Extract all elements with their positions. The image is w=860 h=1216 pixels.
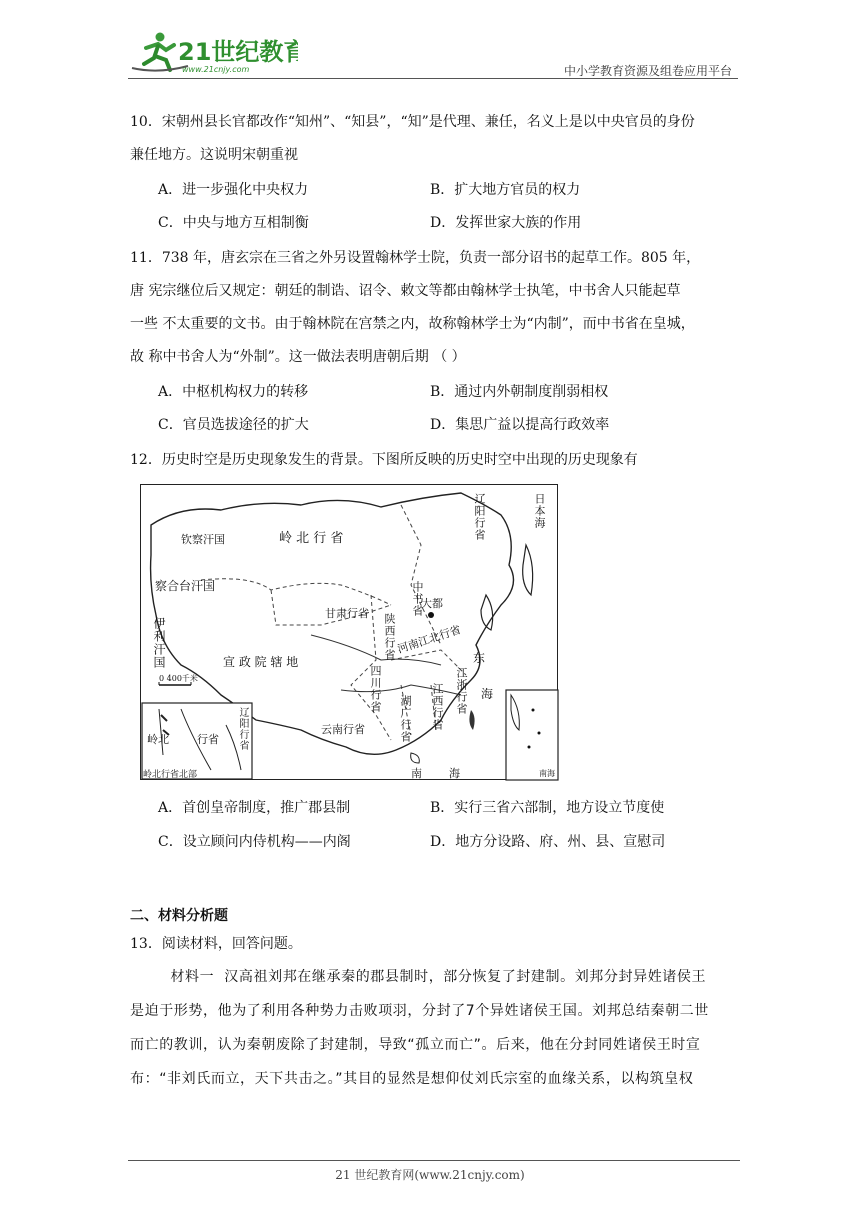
site-logo	[128, 28, 298, 74]
page-header	[128, 28, 738, 76]
label-huguang: 湖广行省	[399, 695, 412, 743]
material-line-3: 而亡的教训，认为秦朝废除了封建制，导致“孤立而亡”。后来，他在分封同姓诸侯王时宣	[130, 1037, 701, 1053]
page-footer: 21 世纪教育网(www.21cnjy.com)	[335, 1168, 525, 1182]
label-yunnan: 云南行省	[321, 723, 365, 736]
q11-option-b: B．通过内外朝制度削弱相权	[430, 384, 609, 400]
inset-caption-lingbei-north: 岭北行省北部	[143, 770, 198, 780]
label-south-sea: 海	[449, 767, 460, 780]
q11-option-c: C．官员选拔途径的扩大	[158, 417, 309, 433]
section-title: 二、材料分析题	[130, 908, 228, 924]
label-liaoyang: 辽阳行省	[473, 493, 486, 541]
svg-text:www.21cnjy.com: www.21cnjy.com	[182, 65, 250, 74]
label-east-sea: 海	[481, 687, 494, 701]
q11-option-d: D．集思广益以提高行政效率	[430, 417, 610, 433]
label-henan-jiangbei: 河南江北行省	[395, 623, 463, 656]
label-yili-khanate: 伊利汗国	[152, 617, 166, 669]
q12-option-c: C．设立顾问内侍机构——内阁	[158, 834, 351, 850]
q11-line4: 故 称中书舍人为“外制”。这一做法表明唐朝后期 （ ）	[130, 349, 466, 365]
label-qincha-khanate: 钦察汗国	[181, 533, 225, 546]
label-south: 南	[411, 767, 422, 780]
q11-line3: 一些 不太重要的文书。由于翰林院在宫禁之内，故称翰林学士为“内制”，而中书省在皇城，	[130, 316, 695, 332]
inset-label-province: 行省	[197, 733, 219, 746]
label-shaanxi: 陕西行省	[383, 613, 396, 661]
label-east: 东	[473, 651, 486, 665]
material-one	[130, 960, 742, 1096]
label-chahetai-khanate: 察合台汗国	[155, 579, 216, 593]
svg-text:21世纪教育: 21世纪教育	[178, 38, 298, 66]
map-scale: 0 400千米	[159, 674, 198, 683]
label-xuanzhengyuan: 宣 政 院 辖 地	[223, 655, 299, 669]
material-line-4: 布：“非刘氏而立，天下共击之。”其目的显然是想仰仗刘氏宗室的血缘关系，以构筑皇权	[130, 1071, 694, 1087]
q11-line2: 唐 宪宗继位后又规定：朝廷的制诰、诏令、敕文等都由翰林学士执笔，中书舍人只能起草	[130, 283, 681, 299]
q12-stem: 12．历史时空是历史现象发生的背景。下图所反映的历史时空中出现的历史现象有	[130, 452, 638, 468]
label-zhongshu: 中书省	[411, 581, 424, 617]
question-10-stem	[130, 106, 742, 172]
yuan-dynasty-map	[140, 484, 558, 780]
q11-option-a: A．中枢机构权力的转移	[158, 384, 309, 400]
header-divider	[128, 78, 738, 79]
inset-label-liaoyang: 辽阳行省	[237, 707, 248, 751]
q12-option-a: A．首创皇帝制度，推广郡县制	[158, 800, 351, 816]
q10-option-d: D．发挥世家大族的作用	[430, 215, 582, 231]
q12-option-b: B．实行三省六部制，地方设立节度使	[430, 800, 665, 816]
q12-option-d: D．地方分设路、府、州、县、宣慰司	[430, 834, 666, 850]
inset-label-lingbei: 岭北	[147, 733, 169, 746]
q10-option-c: C．中央与地方互相制衡	[158, 215, 309, 231]
q10-stem-line2: 兼任地方。这说明宋朝重视	[130, 147, 298, 163]
label-japan-sea: 日本海	[533, 493, 546, 529]
q13-stem: 13．阅读材料，回答问题。	[130, 936, 302, 952]
question-11-stem	[130, 242, 742, 374]
q11-line1: 11．738 年，唐玄宗在三省之外另设置翰林学士院，负责一部分诏书的起草工作。805 年，	[130, 250, 701, 266]
label-sichuan: 四川行省	[369, 665, 382, 713]
label-gansu: 甘肃行省	[325, 607, 369, 620]
material-line-2: 是迫于形势，他为了利用各种势力击败项羽，分封了7个异姓诸侯王国。刘邦总结秦朝二世	[130, 1003, 709, 1019]
label-lingbei: 岭 北 行 省	[279, 531, 344, 546]
platform-name: 中小学教育资源及组卷应用平台	[563, 64, 732, 78]
q10-stem-line1: 10．宋朝州县长官都改作“知州”、“知县”，“知”是代理、兼任，名义上是以中央官员的身份	[130, 114, 695, 130]
footer-divider	[128, 1160, 740, 1161]
label-dadu: 大都	[421, 597, 443, 610]
q10-option-a: A．进一步强化中央权力	[158, 182, 309, 198]
q10-option-b: B．扩大地方官员的权力	[430, 182, 581, 198]
label-jiangzhe: 江浙行省	[455, 667, 468, 715]
material-line-1: 材料一 汉高祖刘邦在继承秦的郡县制时，部分恢复了封建制。刘邦分封异姓诸侯王	[130, 969, 707, 985]
label-jiangxi: 江西行省	[431, 683, 444, 731]
inset-caption-nanhai: 南海	[539, 769, 555, 778]
